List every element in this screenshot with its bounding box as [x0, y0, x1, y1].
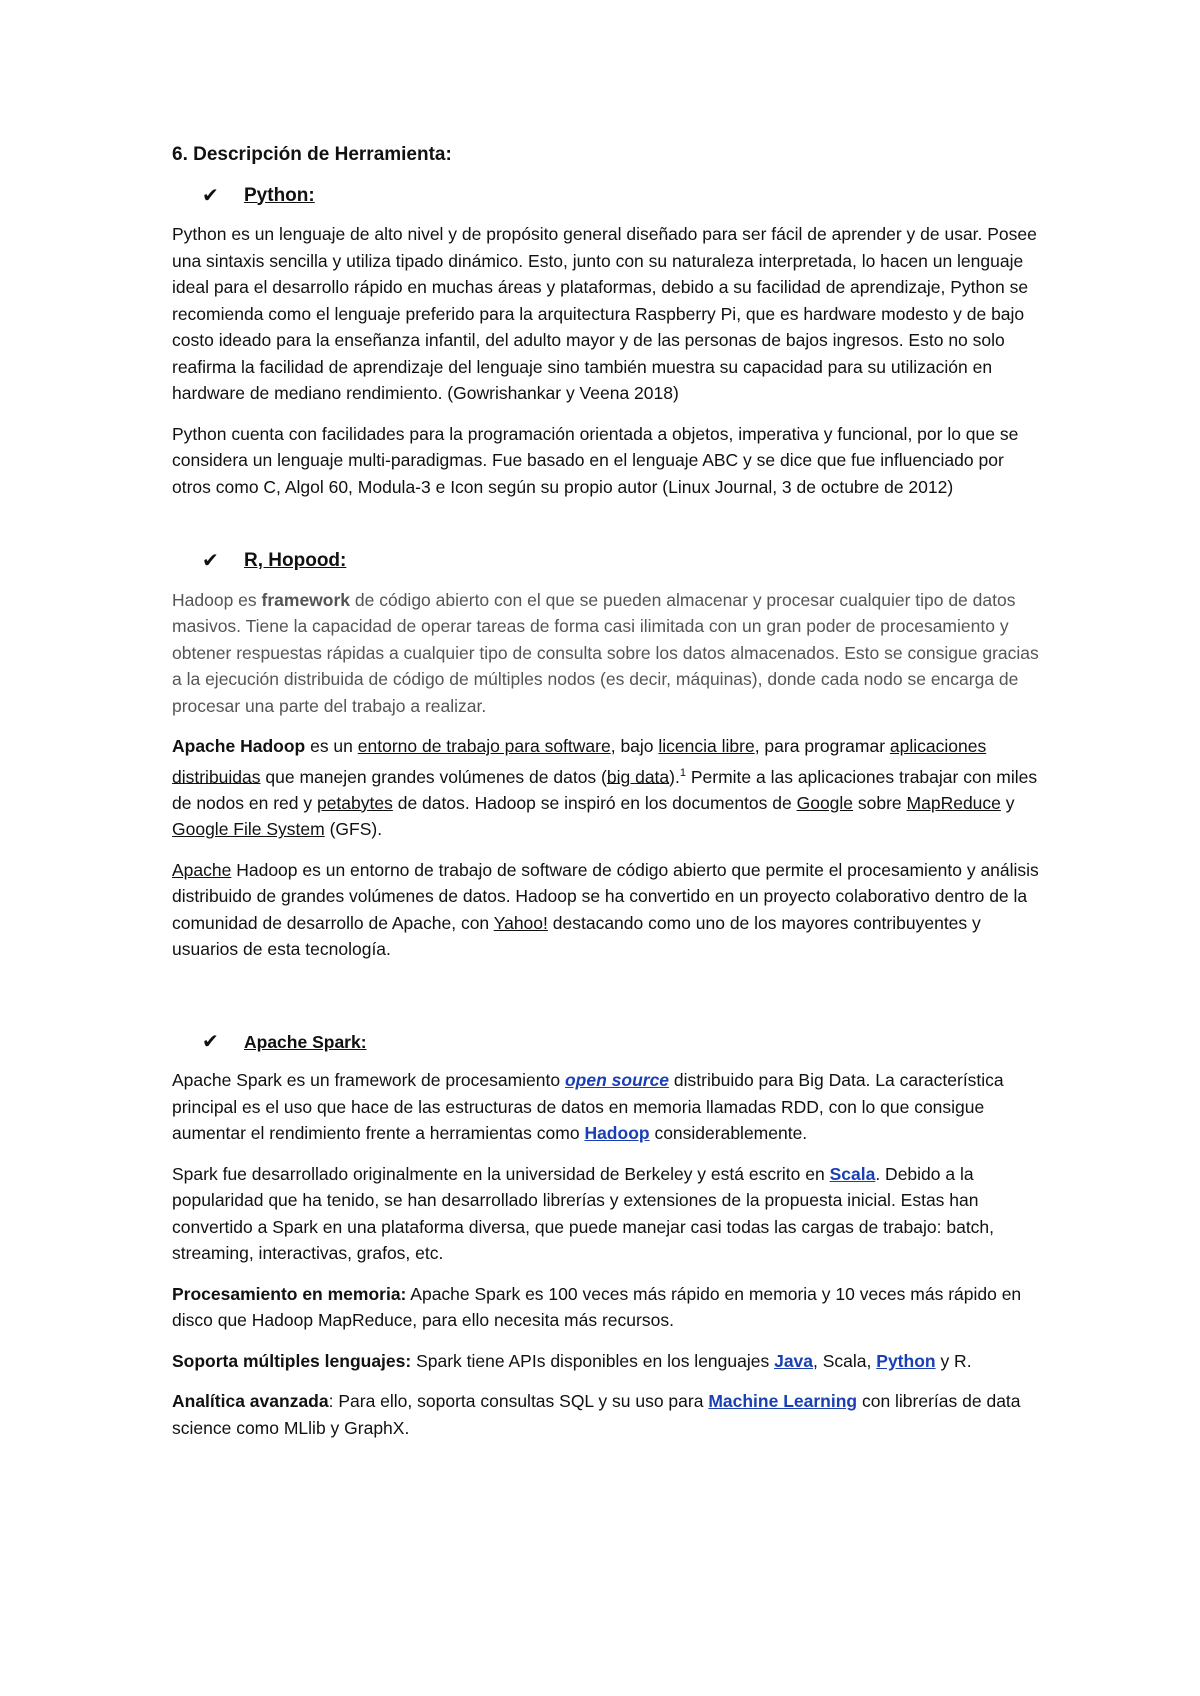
- analitica-bold: Analítica avanzada: [172, 1391, 329, 1412]
- open-source-link[interactable]: open source: [564, 1070, 670, 1091]
- text-span: distribuido para Big Data. La característica principal es el uso que hace de las estructuras de datos en memoria llamadas RDD, con lo que consigue aumentar el rendimiento frente a herramientas como: [172, 1070, 1004, 1144]
- text-span: destacando como uno de los mayores contribuyentes y usuarios de esta tecnología.: [172, 912, 981, 960]
- hadoop-link[interactable]: Hadoop: [584, 1123, 650, 1144]
- text-span: , para programar: [754, 736, 890, 756]
- text-span: Hadoop es un entorno de trabajo de software de código abierto que permite el procesamiento y análisis distribuido de grandes volúmenes de datos. Hadoop se ha convertido en un proyecto colaborativo dentro de la comunidad de desarrollo de Apache, con: [172, 859, 1039, 933]
- framework-bold: framework: [261, 589, 351, 610]
- text-span: con librerías de data science como MLlib y GraphX.: [172, 1391, 1021, 1438]
- text-span: considerablemente.: [649, 1123, 808, 1144]
- lenguajes-bold: Soporta múltiples lenguajes:: [172, 1350, 412, 1371]
- spark-title: Apache Spark:: [244, 1031, 367, 1052]
- text-span: y: [1000, 792, 1015, 813]
- apache-hadoop-bold: Apache Hadoop: [172, 736, 306, 756]
- hadoop-paragraph-2: [172, 733, 1042, 843]
- scala-link[interactable]: Scala: [829, 1163, 876, 1184]
- section-heading: 6. Descripción de Herramienta:: [172, 144, 452, 165]
- spark-paragraph-2: [172, 1161, 1042, 1267]
- text-span: , bajo: [610, 736, 659, 756]
- text-span: Hadoop es: [172, 589, 262, 610]
- python-title: Python:: [244, 184, 315, 206]
- text-span: sobre: [853, 792, 907, 813]
- check-mark-icon: ✔: [202, 1030, 219, 1053]
- text-span: , Scala,: [813, 1350, 877, 1371]
- check-mark-icon: ✔: [202, 184, 219, 207]
- text-span: de código abierto con el que se pueden almacenar y procesar cualquier tipo de datos masivos. Tiene la capacidad de operar tareas de forma casi ilimitada con un gran poder de procesamiento y obtener respuestas rápidas a cualquier tipo de consulta sobre los datos almacenados. Esto se consigue gracias a la ejecución distribuida de código de múltiples nodos (es decir, máquinas), donde cada nodo se encarga de procesar una parte del trabajo a realizar.: [172, 589, 1039, 716]
- spark-paragraph-1: [172, 1067, 1042, 1147]
- aplicaciones-distribuidas-link[interactable]: aplicaciones distribuidas: [172, 736, 987, 787]
- text-span: Permite a las aplicaciones trabajar con miles de nodos en red y: [172, 766, 1038, 813]
- text-span: Spark tiene APIs disponibles en los lenguajes: [411, 1350, 775, 1371]
- hadoop-paragraph-1: [172, 587, 1042, 720]
- licencia-libre-link[interactable]: licencia libre: [658, 736, 755, 756]
- text-span: es un: [305, 736, 358, 756]
- text-span: que manejen grandes volúmenes de datos (: [260, 766, 607, 787]
- spark-paragraph-3: [172, 1281, 1042, 1334]
- hadoop-paragraph-3: [172, 857, 1042, 963]
- spark-item: [202, 1029, 1042, 1056]
- machine-learning-link[interactable]: Machine Learning: [708, 1391, 858, 1412]
- footnote-ref[interactable]: 1: [679, 766, 686, 779]
- spark-paragraph-4: [172, 1348, 1042, 1375]
- text-span: Apache Spark es 100 veces más rápido en memoria y 10 veces más rápido en disco que Hadoop MapReduce, para ello necesita más recursos.: [172, 1283, 1022, 1331]
- text-span: (GFS).: [324, 819, 383, 840]
- python-item: [202, 183, 1042, 210]
- mapreduce-link[interactable]: MapReduce: [906, 792, 1001, 813]
- check-mark-icon: ✔: [202, 550, 219, 572]
- document-content: [172, 142, 1042, 1455]
- google-link[interactable]: Google: [796, 792, 854, 813]
- hadoop-title: R, Hopood:: [244, 550, 347, 571]
- google-file-system-link[interactable]: Google File System: [172, 819, 325, 840]
- python-link[interactable]: Python: [876, 1350, 936, 1371]
- apache-link[interactable]: Apache: [172, 859, 232, 880]
- yahoo-link[interactable]: Yahoo!: [493, 912, 548, 933]
- text-span: : Para ello, soporta consultas SQL y su uso para: [328, 1391, 709, 1412]
- text-span: Spark fue desarrollado originalmente en la universidad de Berkeley y está escrito en: [172, 1163, 830, 1184]
- text-span: . Debido a la popularidad que ha tenido, se han desarrollado librerías y extensiones de la propuesta inicial. Estas han convertido a Spark en una plataforma diversa, que puede manejar casi todas las cargas de trabajo: batch, streaming, interactivas, grafos, etc.: [172, 1163, 995, 1264]
- text-span: ).: [669, 766, 680, 787]
- text-span: de datos. Hadoop se inspiró en los documentos de: [392, 792, 797, 813]
- entorno-link[interactable]: entorno de trabajo para software: [357, 736, 611, 756]
- text-span: y R.: [935, 1350, 972, 1371]
- hadoop-item: [202, 548, 1042, 575]
- procesamiento-bold: Procesamiento en memoria:: [172, 1283, 407, 1304]
- text-span: Apache Spark es un framework de procesamiento: [172, 1070, 565, 1091]
- java-link[interactable]: Java: [774, 1350, 814, 1371]
- python-paragraph-2: Python cuenta con facilidades para la programación orientada a objetos, imperativa y funcional, por lo que se considera un lenguaje multi-paradigmas. Fue basado en el lenguaje ABC y se dice que fue influenciado por otros como C, Algol 60, Modula-3 e Icon según su propio autor (Linux Journal, 3 de octubre de 2012): [172, 423, 1019, 497]
- big-data-link[interactable]: big data: [606, 766, 670, 787]
- petabytes-link[interactable]: petabytes: [316, 792, 393, 813]
- spark-paragraph-5: [172, 1388, 1042, 1441]
- python-paragraph-1: Python es un lenguaje de alto nivel y de propósito general diseñado para ser fácil de aprender y de usar. Posee una sintaxis sencilla y utiliza tipado dinámico. Esto, junto con su naturaleza interpretada, lo hacen un lenguaje ideal para el desarrollo rápido en muchas áreas y plataformas, debido a su facilidad de aprendizaje, Python se recomienda como el lenguaje preferido para la arquitectura Raspberry Pi, que es hardware modesto y de bajo costo ideado para la enseñanza infantil, del adulto mayor y de las personas de bajos ingresos. Esto no solo reafirma la facilidad de aprendizaje del lenguaje sino también muestra su capacidad para su utilización en hardware de mediano rendimiento. (Gowrishankar y Veena 2018): [172, 224, 1037, 403]
